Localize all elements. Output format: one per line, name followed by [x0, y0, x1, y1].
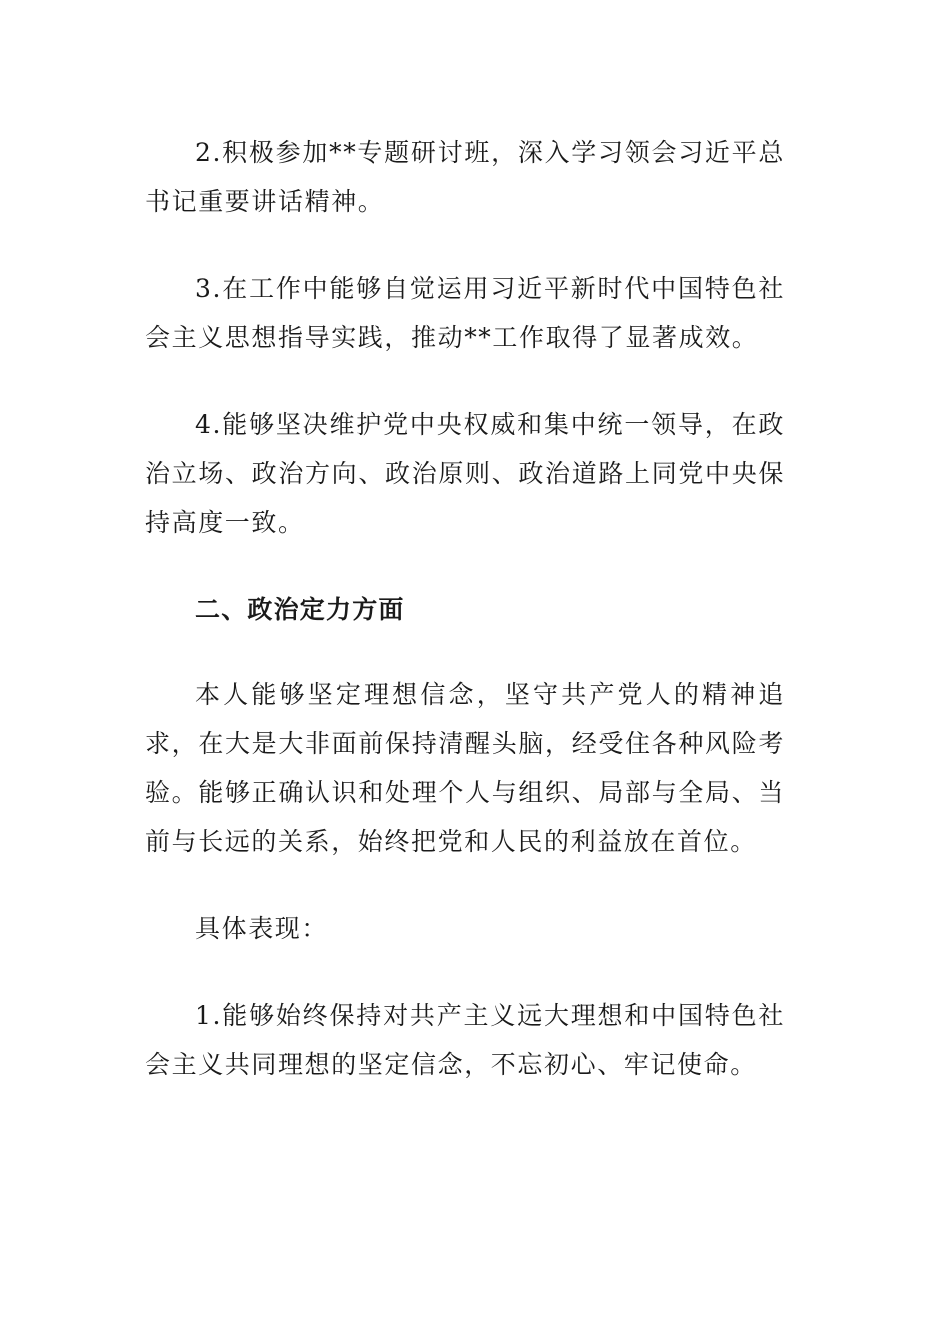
- list-item-4: 4.能够坚决维护党中央权威和集中统一领导，在政治立场、政治方向、政治原则、政治道路上同党中央保持高度一致。: [145, 410, 785, 537]
- section-heading: 二、政治定力方面: [195, 595, 405, 624]
- list-item-2: 2.积极参加**专题研讨班，深入学习领会习近平总书记重要讲话精神。: [145, 138, 785, 216]
- list-item-1: 1.能够始终保持对共产主义远大理想和中国特色社会主义共同理想的坚定信念，不忘初心、牢记使命。: [145, 1001, 785, 1079]
- list-item-3: 3.在工作中能够自觉运用习近平新时代中国特色社会主义思想指导实践，推动**工作取得了显著成效。: [145, 274, 785, 352]
- document-body: [145, 128, 785, 1127]
- specific-performance-label: 具体表现：: [195, 914, 329, 943]
- body-paragraph: 本人能够坚定理想信念，坚守共产党人的精神追求，在大是大非面前保持清醒头脑，经受住各种风险考验。能够正确认识和处理个人与组织、局部与全局、当前与长远的关系，始终把党和人民的利益放在首位。: [145, 680, 785, 856]
